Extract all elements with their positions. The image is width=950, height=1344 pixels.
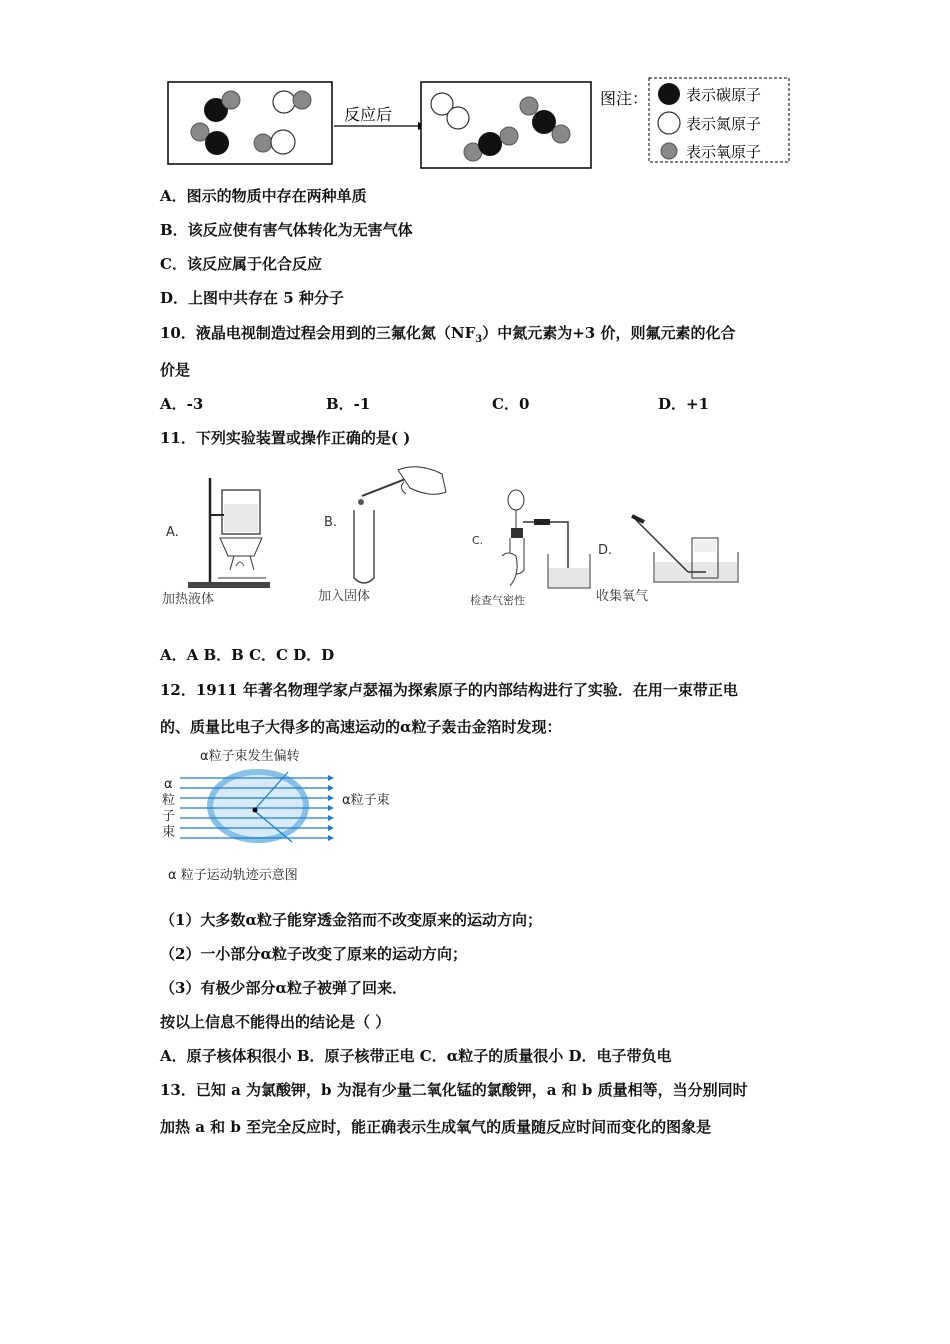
q10-option-b: B．-1 bbox=[326, 395, 371, 413]
alpha-scattering-figure bbox=[158, 742, 428, 888]
q9-option-b: B．该反应使有害气体转化为无害气体 bbox=[160, 221, 413, 239]
svg-text:α: α bbox=[164, 777, 173, 792]
q11-stem: 11．下列实验装置或操作正确的是( ) bbox=[160, 429, 411, 447]
lab-apparatus-figure bbox=[158, 460, 758, 610]
q10-stem-line2: 价是 bbox=[160, 361, 191, 379]
svg-text:粒: 粒 bbox=[162, 793, 176, 808]
nitrogen-atom-icon bbox=[658, 112, 680, 134]
svg-text:B.: B. bbox=[324, 515, 338, 530]
svg-text:C.: C. bbox=[472, 534, 484, 547]
q12-point-1: （1）大多数α粒子能穿透金箔而不改变原来的运动方向； bbox=[160, 911, 542, 929]
svg-text:加入固体: 加入固体 bbox=[318, 589, 371, 604]
q10-stem-line1: 10．液晶电视制造过程会用到的三氟化氮$(NF_3)$中氮元素为+3 价，则氟元素的化合 bbox=[160, 324, 736, 345]
apparatus-c-airtightness bbox=[470, 490, 590, 607]
svg-text:收集氧气: 收集氧气 bbox=[596, 589, 649, 604]
q12-point-2: （2）一小部分α粒子改变了原来的运动方向； bbox=[160, 945, 467, 963]
legend-oxygen-label: 表示氧原子 bbox=[686, 143, 762, 161]
legend-title: 图注： bbox=[600, 89, 649, 108]
q9-option-c: C．该反应属于化合反应 bbox=[160, 255, 322, 273]
q12-stem-line1: 12．1911 年著名物理学家卢瑟福为探索原子的内部结构进行了实验．在用一束带正电 bbox=[160, 681, 738, 699]
q12-point-3: （3）有极少部分α粒子被弹了回来． bbox=[160, 979, 407, 997]
q13-stem-line1: 13．已知 a 为氯酸钾，b 为混有少量二氧化锰的氯酸钾，a 和 b 质量相等，当分别同时 bbox=[160, 1081, 748, 1099]
legend-carbon-label: 表示碳原子 bbox=[686, 86, 762, 104]
q12-stem-line2: 的、质量比电子大得多的高速运动的α粒子轰击金箔时发现： bbox=[160, 718, 562, 736]
svg-text:子: 子 bbox=[162, 809, 176, 824]
q13-stem-line2: 加热 a 和 b 至完全反应时，能正确表示生成氧气的质量随反应时间而变化的图象是 bbox=[160, 1118, 712, 1136]
reaction-diagram bbox=[160, 72, 800, 172]
q10-option-c: C．0 bbox=[492, 395, 530, 413]
apparatus-d-collect-oxygen bbox=[596, 516, 738, 604]
q12-question: 按以上信息不能得出的结论是（ ） bbox=[160, 1013, 391, 1031]
fig-top-label: α粒子束发生偏转 bbox=[200, 749, 300, 764]
q10-option-a: A．-3 bbox=[160, 395, 204, 413]
svg-text:加热液体: 加热液体 bbox=[162, 592, 215, 607]
q9-option-d: D．上图中共存在 5 种分子 bbox=[160, 289, 344, 307]
oxygen-atom-icon bbox=[661, 143, 677, 159]
q11-options: A．A B．B C．C D．D bbox=[160, 646, 335, 664]
reaction-arrow-label: 反应后 bbox=[344, 105, 393, 124]
nucleus bbox=[253, 808, 258, 813]
svg-text:检查气密性: 检查气密性 bbox=[470, 594, 525, 607]
carbon-atom-icon bbox=[658, 83, 680, 105]
q10-option-d: D．+1 bbox=[658, 395, 710, 413]
svg-text:束: 束 bbox=[162, 825, 176, 840]
q9-option-a: A．图示的物质中存在两种单质 bbox=[160, 187, 367, 205]
svg-text:D.: D. bbox=[598, 543, 613, 558]
fig-caption: α 粒子运动轨迹示意图 bbox=[168, 868, 298, 883]
q12-options: A．原子核体积很小 B．原子核带正电 C．α粒子的质量很小 D．电子带负电 bbox=[160, 1047, 672, 1065]
svg-text:A.: A. bbox=[166, 525, 179, 540]
legend-nitrogen-label: 表示氮原子 bbox=[686, 115, 762, 133]
fig-right-label: α粒子束 bbox=[342, 793, 390, 808]
apparatus-b-adding-solid bbox=[318, 467, 446, 604]
apparatus-a-heating-liquid bbox=[162, 478, 270, 607]
